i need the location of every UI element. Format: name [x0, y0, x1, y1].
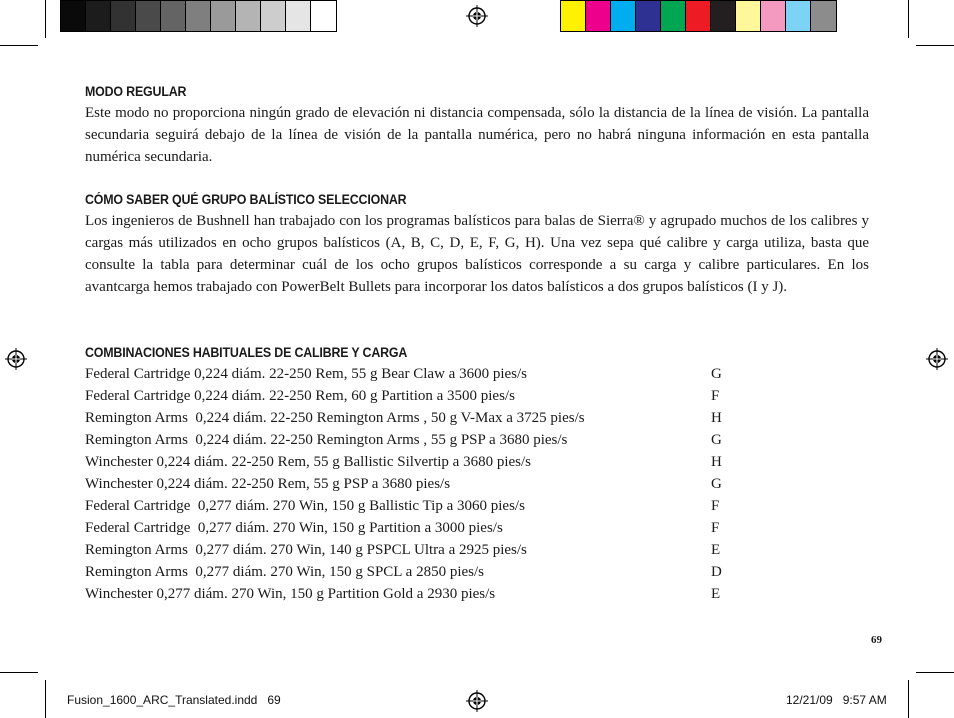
color-swatch	[786, 1, 811, 31]
registration-mark-icon	[466, 690, 488, 712]
ballistic-group: G	[711, 366, 722, 382]
crop-mark	[916, 672, 954, 673]
combinations-section	[85, 343, 869, 605]
ballistic-group: H	[711, 454, 722, 470]
load-description: Federal Cartridge 0,277 diám. 270 Win, 150 g Ballistic Tip a 3060 pies/s	[85, 498, 525, 514]
grayscale-swatch	[161, 1, 186, 31]
registration-mark-icon	[926, 348, 948, 370]
crop-mark	[45, 0, 46, 38]
table-row	[85, 407, 869, 429]
color-swatch	[661, 1, 686, 31]
color-swatch	[761, 1, 786, 31]
ballistic-group: F	[711, 520, 720, 536]
load-description: Remington Arms 0,277 diám. 270 Win, 140 g PSPCL Ultra a 2925 pies/s	[85, 542, 527, 558]
grayscale-swatch	[261, 1, 286, 31]
registration-mark-icon	[466, 5, 488, 27]
load-description: Remington Arms 0,224 diám. 22-250 Remington Arms , 50 g V-Max a 3725 pies/s	[85, 410, 585, 426]
section-heading: MODO REGULAR	[85, 84, 187, 99]
color-swatch	[636, 1, 661, 31]
grayscale-swatch	[136, 1, 161, 31]
grayscale-swatch	[86, 1, 111, 31]
combinations-list	[85, 363, 869, 605]
slug-datetime: 12/21/09 9:57 AM	[786, 693, 887, 707]
ballistic-group: F	[711, 498, 720, 514]
grayscale-swatch	[211, 1, 236, 31]
crop-mark	[916, 45, 954, 46]
ballistic-group: H	[711, 410, 722, 426]
ballistic-group: F	[711, 388, 720, 404]
load-description: Winchester 0,277 diám. 270 Win, 150 g Partition Gold a 2930 pies/s	[85, 586, 496, 602]
crop-mark	[908, 680, 909, 718]
registration-mark-icon	[5, 348, 27, 370]
color-swatch	[586, 1, 611, 31]
color-swatch	[811, 1, 836, 31]
slug-file-info: Fusion_1600_ARC_Translated.indd 69	[67, 693, 281, 707]
section-heading: COMBINACIONES HABITUALES DE CALIBRE Y CARGA	[85, 345, 408, 360]
color-swatch	[611, 1, 636, 31]
grayscale-swatch	[311, 1, 336, 31]
page-number: 69	[871, 634, 882, 646]
load-description: Winchester 0,224 diám. 22-250 Rem, 55 g Ballistic Silvertip a 3680 pies/s	[85, 454, 532, 470]
load-description: Federal Cartridge 0,224 diám. 22-250 Rem, 60 g Partition a 3500 pies/s	[85, 388, 515, 404]
color-swatch	[711, 1, 736, 31]
grayscale-color-bar	[60, 0, 337, 32]
select-group-section	[85, 190, 869, 298]
table-row	[85, 517, 869, 539]
table-row	[85, 429, 869, 451]
table-row	[85, 561, 869, 583]
ballistic-group: D	[711, 564, 722, 580]
table-row	[85, 539, 869, 561]
table-row	[85, 385, 869, 407]
crop-mark	[0, 672, 38, 673]
color-swatch	[686, 1, 711, 31]
color-swatch	[736, 1, 761, 31]
ballistic-group: G	[711, 476, 722, 492]
grayscale-swatch	[61, 1, 86, 31]
section-body: Los ingenieros de Bushnell han trabajado con los programas balísticos para balas de Sierra® y agrupado muchos de los calibres y cargas más utilizados en ocho grupos balísticos (A, B, C, D, E, F, G, H). Una vez sepa qué calibre y carga utiliza, basta que consulte la tabla para determinar cuál de los ocho grupos balísticos corresponde a su carga y calibre particulares. En los avantcarga hemos trabajado con PowerBelt Bullets para incorporar los datos balísticos a dos grupos balísticos (I y J).	[85, 213, 869, 295]
load-description: Remington Arms 0,277 diám. 270 Win, 150 g SPCL a 2850 pies/s	[85, 564, 484, 580]
ballistic-group: E	[711, 586, 721, 602]
crop-mark	[908, 0, 909, 38]
table-row	[85, 583, 869, 605]
table-row	[85, 363, 869, 385]
crop-mark	[45, 680, 46, 718]
process-color-bar	[560, 0, 837, 32]
color-swatch	[561, 1, 586, 31]
load-description: Winchester 0,224 diám. 22-250 Rem, 55 g PSP a 3680 pies/s	[85, 476, 451, 492]
load-description: Federal Cartridge 0,224 diám. 22-250 Rem, 55 g Bear Claw a 3600 pies/s	[85, 366, 527, 382]
grayscale-swatch	[111, 1, 136, 31]
grayscale-swatch	[186, 1, 211, 31]
table-row	[85, 495, 869, 517]
load-description: Federal Cartridge 0,277 diám. 270 Win, 150 g Partition a 3000 pies/s	[85, 520, 503, 536]
table-row	[85, 451, 869, 473]
crop-mark	[0, 45, 38, 46]
regular-mode-section	[85, 82, 869, 168]
ballistic-group: E	[711, 542, 721, 558]
grayscale-swatch	[286, 1, 311, 31]
section-body: Este modo no proporciona ningún grado de elevación ni distancia compensada, sólo la distancia de la línea de visión. La pantalla secundaria seguirá debajo de la línea de visión de la pantalla numérica, pero no habrá ninguna información en esta pantalla numérica secundaria.	[85, 105, 869, 165]
ballistic-group: G	[711, 432, 722, 448]
table-row	[85, 473, 869, 495]
load-description: Remington Arms 0,224 diám. 22-250 Remington Arms , 55 g PSP a 3680 pies/s	[85, 432, 568, 448]
section-heading: CÓMO SABER QUÉ GRUPO BALÍSTICO SELECCIONAR	[85, 192, 407, 207]
grayscale-swatch	[236, 1, 261, 31]
